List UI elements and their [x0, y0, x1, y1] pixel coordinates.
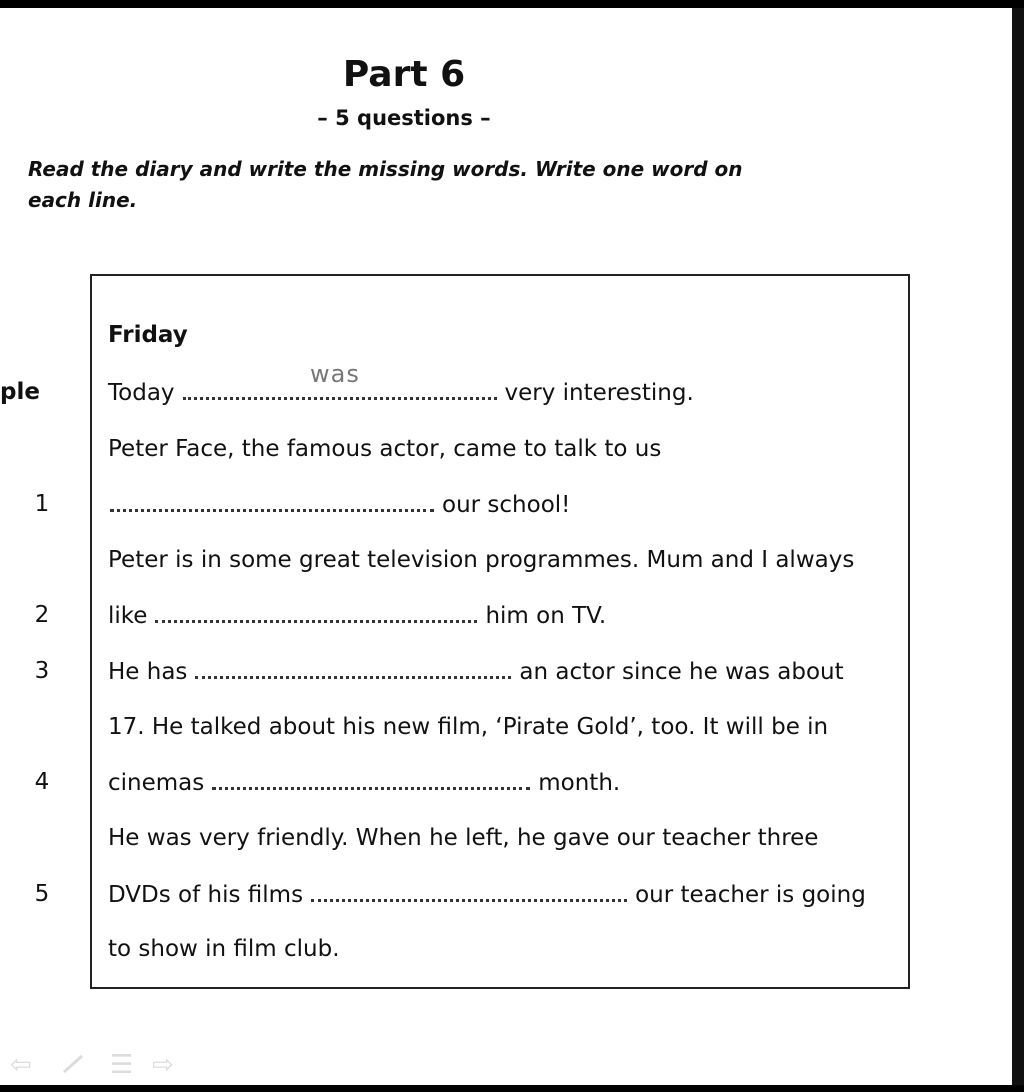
worksheet-page: [0, 8, 1012, 1085]
question-3-before-text: He has: [108, 659, 188, 685]
question-5-line: [108, 879, 866, 909]
answer-blank-5[interactable]: [311, 879, 627, 902]
answer-blank-4[interactable]: [212, 767, 530, 790]
instructions-text: Read the diary and write the missing words. Write one word on each line.: [28, 157, 743, 212]
example-line: [108, 377, 694, 407]
question-number: 5: [34, 881, 50, 907]
page-subtitle: – 5 questions –: [317, 106, 491, 130]
question-number: 1: [34, 491, 50, 517]
question-3-after-text: an actor since he was about: [519, 659, 844, 685]
question-5-after-text: our teacher is going: [635, 882, 866, 908]
question-number: 4: [34, 769, 50, 795]
answer-blank-1[interactable]: [110, 489, 434, 512]
question-1-line: [108, 489, 570, 519]
example-answer-line: [183, 377, 497, 400]
window-edge: [1012, 8, 1024, 1085]
diary-line-text: Peter is in some great television programmes. Mum and I always: [108, 547, 855, 573]
diary-line-text: Peter Face, the famous actor, came to talk to us: [108, 436, 662, 462]
question-2-before-text: like: [108, 603, 148, 629]
slide-navigation: [10, 1050, 190, 1080]
diary-line-text: 17. He talked about his new film, ‘Pirate Gold’, too. It will be in: [108, 714, 829, 740]
question-4-after-text: month.: [538, 770, 621, 796]
question-2-line: [108, 600, 606, 630]
question-2-after-text: him on TV.: [485, 603, 607, 629]
question-4-before-text: cinemas: [108, 770, 205, 796]
back-arrow-icon[interactable]: ⇦: [10, 1050, 32, 1080]
example-after-text: very interesting.: [504, 380, 694, 406]
page-title: Part 6: [342, 54, 466, 95]
question-3-line: [108, 656, 844, 686]
question-4-line: [108, 767, 620, 797]
pen-icon[interactable]: [60, 1050, 86, 1083]
diary-line-text: to show in film club.: [108, 936, 340, 962]
diary-heading: Friday: [108, 322, 188, 348]
forward-arrow-icon[interactable]: ⇨: [152, 1050, 174, 1080]
answer-blank-3[interactable]: [195, 656, 511, 679]
answer-blank-2[interactable]: [155, 600, 477, 623]
question-5-before-text: DVDs of his films: [108, 882, 304, 908]
question-number: 2: [34, 602, 50, 628]
question-number: 3: [34, 658, 50, 684]
example-label: ple: [0, 379, 40, 405]
diary-line-text: He was very friendly. When he left, he gave our teacher three: [108, 825, 819, 851]
menu-icon[interactable]: ☰: [110, 1050, 134, 1080]
example-answer: was: [310, 360, 360, 388]
question-1-after-text: our school!: [442, 492, 571, 518]
example-before-text: Today: [108, 380, 175, 406]
